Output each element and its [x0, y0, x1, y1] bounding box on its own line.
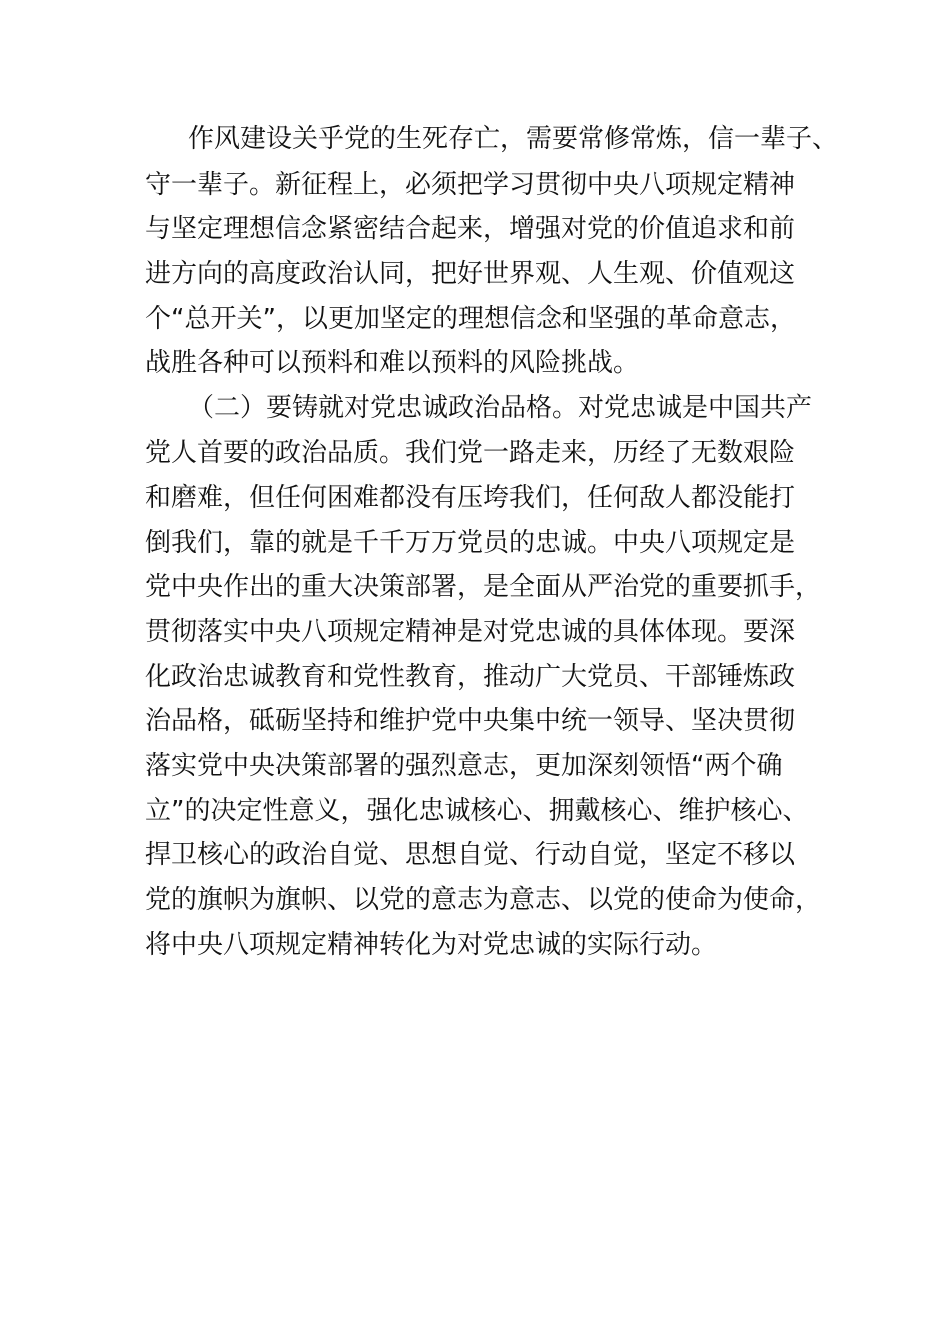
paragraph-1-line-2: 守一辈子。新征程上，必须把学习贯彻中央八项规定精神: [145, 170, 796, 200]
paragraph-1-line-1: 作风建设关乎党的生死存亡，需要常修常炼，信一辈子、: [188, 124, 839, 154]
paragraph-2-line-2: 党人首要的政治品质。我们党一路走来，历经了无数艰险: [145, 438, 796, 468]
paragraph-2-line-13: 将中央八项规定精神转化为对党忠诚的实际行动。: [145, 930, 718, 960]
paragraph-1-line-3: 与坚定理想信念紧密结合起来，增强对党的价值追求和前: [145, 214, 796, 244]
paragraph-2-line-12: 党的旗帜为旗帜、以党的意志为意志、以党的使命为使命，: [145, 885, 822, 915]
paragraph-2-line-1: （二）要铸就对党忠诚政治品格。对党忠诚是中国共产: [188, 393, 813, 423]
paragraph-2-line-9: 落实党中央决策部署的强烈意志，更加深刻领悟“两个确: [145, 751, 783, 781]
paragraph-2-line-5: 党中央作出的重大决策部署，是全面从严治党的重要抓手，: [145, 572, 822, 602]
paragraph-1-line-6: 战胜各种可以预料和难以预料的风险挑战。: [145, 348, 640, 378]
paragraph-1-line-5: 个“总开关”，以更加坚定的理想信念和坚强的革命意志，: [145, 304, 796, 334]
paragraph-1-line-4: 进方向的高度政治认同，把好世界观、人生观、价值观这: [145, 259, 796, 289]
paragraph-2-line-6: 贯彻落实中央八项规定精神是对党忠诚的具体体现。要深: [145, 617, 796, 647]
paragraph-2-line-8: 治品格，砥砺坚持和维护党中央集中统一领导、坚决贯彻: [145, 706, 796, 736]
paragraph-2-line-3: 和磨难，但任何困难都没有压垮我们，任何敌人都没能打: [145, 483, 796, 513]
paragraph-2-line-4: 倒我们，靠的就是千千万万党员的忠诚。中央八项规定是: [145, 528, 796, 558]
paragraph-2-line-11: 捍卫核心的政治自觉、思想自觉、行动自觉，坚定不移以: [145, 840, 796, 870]
paragraph-2-line-10: 立”的决定性意义，强化忠诚核心、拥戴核心、维护核心、: [145, 796, 809, 826]
paragraph-2-line-7: 化政治忠诚教育和党性教育，推动广大党员、干部锤炼政: [145, 662, 796, 692]
